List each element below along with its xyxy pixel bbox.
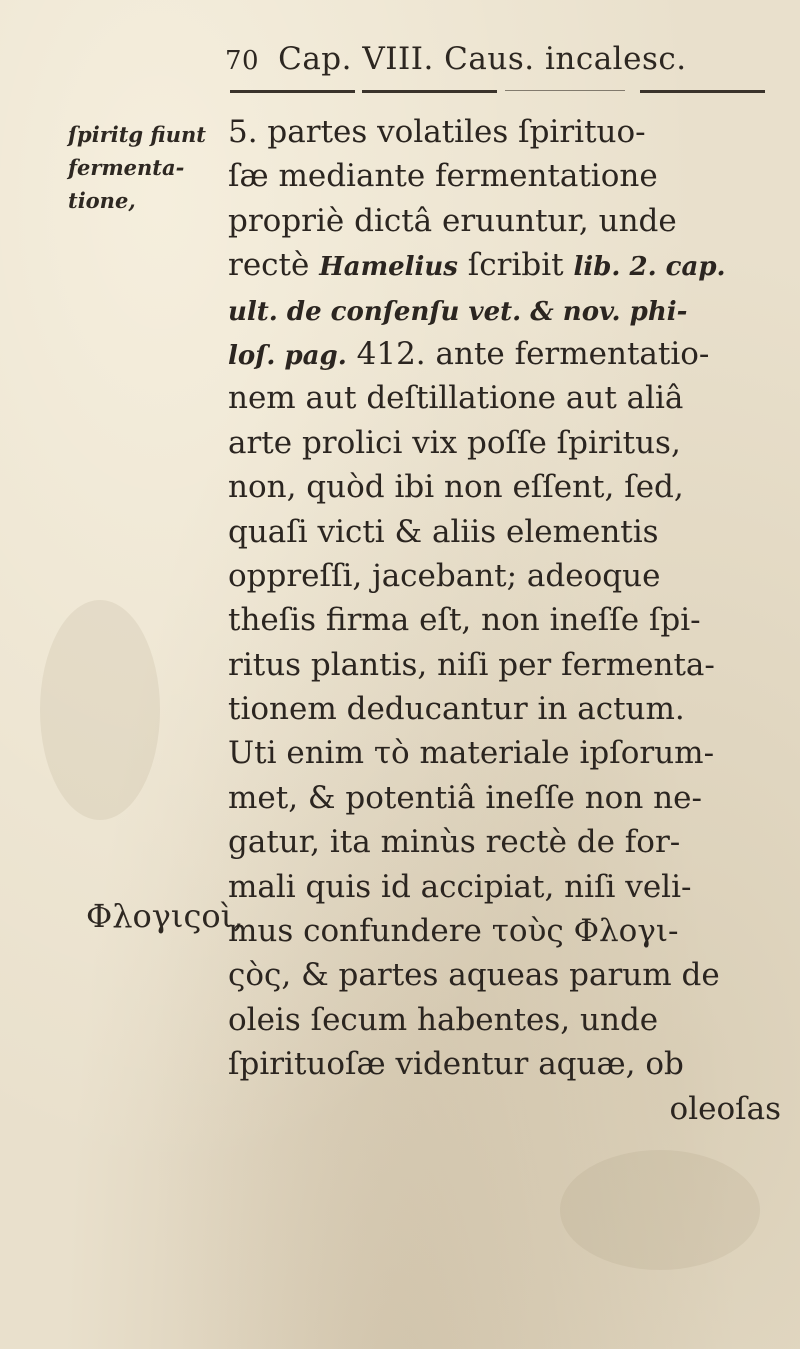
italic-reference: lib. 2. cap. <box>573 252 726 283</box>
paper-stain <box>40 600 160 820</box>
body-text <box>228 110 793 1131</box>
text-line: propriè dictâ eruuntur, unde <box>228 202 677 239</box>
text-line: oppreſſi, jacebant; adeoque <box>228 557 661 594</box>
text-line: Uti enim τὸ materiale ipſorum- <box>228 735 715 772</box>
text-line <box>228 243 793 287</box>
text-line: oleis ſecum habentes, unde <box>228 1001 659 1038</box>
text-line: gatur, ita minùs rectè de for- <box>228 824 681 861</box>
text-line: oleoſas <box>669 1090 781 1127</box>
header-rule <box>230 90 355 93</box>
text-line: mus confundere τοὺς Φλογι- <box>228 913 679 950</box>
text-line: ſæ mediante fermentatione <box>228 158 658 195</box>
text-line: ritus plantis, niſi per fermenta- <box>228 646 715 683</box>
margin-note <box>68 118 238 217</box>
margin-note-line: fermenta- <box>68 155 185 180</box>
text-line: 5. partes volatiles ſpirituo- <box>228 114 646 150</box>
margin-greek-word: Φλογιςοὶ, <box>86 897 244 935</box>
text-line: nem aut deſtillatione aut aliâ <box>228 380 684 417</box>
margin-note-line: tione, <box>68 188 136 213</box>
text-segment: 412. ante fermentatio- <box>346 335 710 372</box>
text-line: quaſi victi & aliis elementis <box>228 513 659 550</box>
running-title: Cap. VIII. Caus. incalesc. <box>278 41 687 77</box>
text-line: arte prolici vix poſſe ſpiritus, <box>228 424 681 461</box>
italic-reference: Hamelius <box>319 252 458 283</box>
text-line: ſpirituoſæ videntur aquæ, ob <box>228 1046 684 1083</box>
text-segment: ſcribit <box>457 247 574 284</box>
text-segment: rectè <box>228 247 320 284</box>
header-rule <box>640 90 765 93</box>
header-rule <box>362 90 497 93</box>
text-line <box>228 288 793 332</box>
italic-reference: ult. de conſenſu vet. & nov. phi- <box>228 296 688 327</box>
paper-stain <box>560 1150 760 1270</box>
page-number: 70 <box>225 46 260 76</box>
text-line <box>228 332 793 376</box>
text-line: ςὸς, & partes aqueas parum de <box>228 957 720 994</box>
text-line: tionem deducantur in actum. <box>228 691 685 728</box>
page-header <box>225 38 785 82</box>
text-line: theſis firma eſt, non ineſſe ſpi- <box>228 602 701 639</box>
text-line: met, & potentiâ ineſſe non ne- <box>228 779 702 816</box>
text-line: non, quòd ibi non eſſent, ſed, <box>228 469 684 506</box>
text-line: mali quis id accipiat, niſi veli- <box>228 868 692 905</box>
header-rule <box>505 90 625 91</box>
margin-note-line: ſpiritg fiunt <box>68 122 206 147</box>
italic-reference: loſ. pag. <box>228 340 347 371</box>
